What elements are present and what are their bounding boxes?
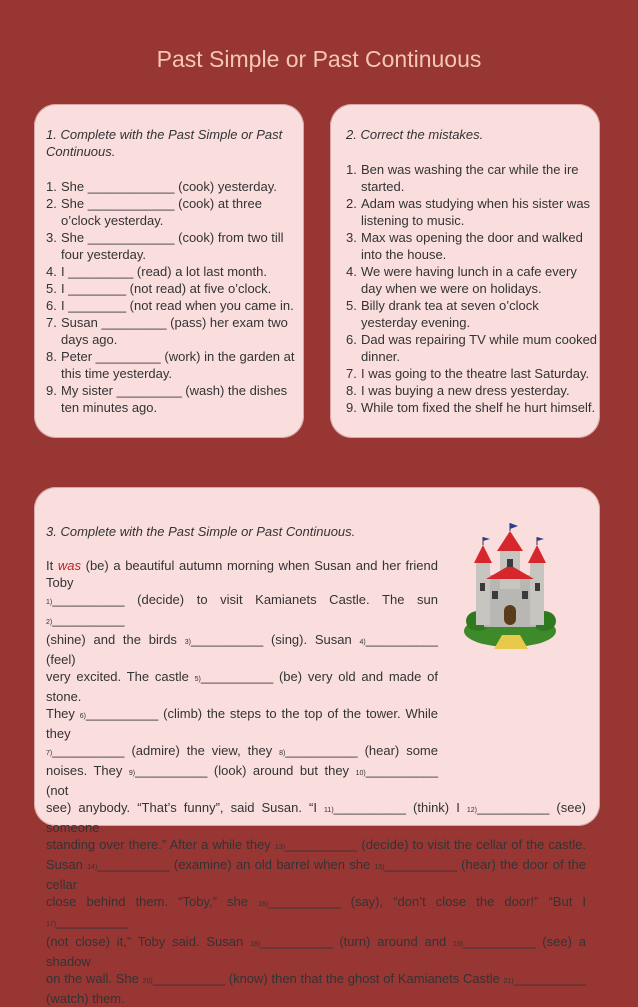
story-text: __________ (decide) to visit Kamianets Castle. The sun: [52, 592, 438, 607]
story-text: __________ (see) someone: [46, 800, 586, 835]
story-text: on the wall. She: [46, 971, 143, 986]
exercise-2-item-text: I was going to the theatre last Saturday.: [361, 366, 590, 381]
exercise-2-item-number: 1.: [346, 162, 357, 177]
story-text: __________ (look) around but they: [135, 763, 356, 778]
story-line: [46, 668, 438, 705]
story-text: __________ (hear) some: [285, 743, 438, 758]
exercise-1-item-number: 8.: [46, 349, 57, 364]
exercise-2-item-text: Max was opening the door and walked into the house.: [361, 230, 583, 262]
exercise-2-item: [346, 297, 598, 331]
example-answer: was: [57, 558, 81, 573]
exercise-1-item-text: I _________ (read) a lot last month.: [61, 264, 267, 279]
exercise-2-item-text: Billy drank tea at seven o’clock yesterday evening.: [361, 298, 539, 330]
story-line: [46, 742, 438, 762]
story-text: __________: [56, 914, 129, 929]
exercise-2-item-number: 4.: [346, 264, 357, 279]
gap-number: 14): [87, 864, 98, 871]
gap-number: 17): [46, 921, 57, 928]
exercise-2-card: [330, 104, 600, 438]
exercise-1-item: [46, 195, 301, 229]
story-text: __________: [513, 971, 586, 986]
story-text: (be) a beautiful autumn morning when Susan and her friend Toby: [46, 558, 438, 590]
story-text: close behind them. “Toby,” she: [46, 894, 259, 909]
story-text: __________ (hear) the door of the cellar: [46, 857, 586, 892]
exercise-1-item: [46, 297, 301, 314]
exercise-1-item-number: 5.: [46, 281, 57, 296]
exercise-2-item: [346, 365, 598, 382]
exercise-2-item: [346, 161, 598, 195]
story-line: [46, 836, 586, 856]
gap-number: 9): [128, 770, 136, 777]
story-text: Susan: [46, 857, 88, 872]
exercise-2-item: [346, 399, 598, 416]
story-text: __________ (decide) to visit the cellar of the castle.: [285, 837, 586, 852]
exercise-1-item-number: 4.: [46, 264, 57, 279]
exercise-2-item-text: Adam was studying when his sister was listening to music.: [361, 196, 591, 228]
exercise-1-item: [46, 280, 301, 297]
story-text: It: [46, 558, 58, 573]
gap-number: 4): [359, 639, 366, 646]
exercise-1-item-text: She ____________ (cook) from two till four yesterday.: [61, 230, 284, 262]
exercise-1-item: [46, 229, 301, 263]
story-text: __________ (be) very old and made of stone.: [46, 669, 439, 704]
exercise-1-item-text: She ____________ (cook) at three o’clock yesterday.: [61, 196, 262, 228]
exercise-1-item: [46, 263, 301, 280]
story-text: __________ (think) I: [333, 800, 467, 815]
story-line: [46, 705, 438, 742]
exercise-2-item-text: Dad was repairing TV while mum cooked dinner.: [361, 332, 598, 364]
exercise-1-item-text: I ________ (not read) at five o’clock.: [61, 281, 272, 296]
exercise-2-item: [346, 331, 598, 365]
exercise-2-item-number: 7.: [346, 366, 357, 381]
gap-number: 10): [355, 770, 366, 777]
page-title: Past Simple or Past Continuous: [156, 46, 482, 72]
gap-number: 13): [274, 844, 286, 851]
gap-number: 15): [374, 864, 385, 871]
exercise-2-item-number: 2.: [346, 196, 357, 211]
exercise-1-item-text: Peter _________ (work) in the garden at this time yesterday.: [61, 349, 295, 381]
story-text: __________ (know) then that the ghost of Kamianets Castle: [152, 971, 504, 986]
gap-number: 8): [279, 750, 286, 757]
exercise-2-list: [346, 161, 598, 416]
exercise-1-item-number: 2.: [46, 196, 57, 211]
story-text: __________ (climb) the steps to the top of the tower. While they: [46, 706, 438, 741]
castle-illustration: [462, 523, 558, 653]
story-line: [46, 799, 586, 836]
story-text: They: [46, 706, 80, 721]
story-text: (shine) and the birds: [46, 632, 185, 647]
gap-number: 1): [46, 599, 53, 606]
story-line: [46, 990, 586, 1007]
exercise-1-item-text: Susan _________ (pass) her exam two days ago.: [61, 315, 288, 347]
exercise-1-list: [46, 178, 301, 416]
gap-number: 5): [194, 676, 201, 683]
story-text: very excited. The castle: [46, 669, 195, 684]
gap-number: 2): [46, 619, 53, 626]
exercise-2-item: [346, 382, 598, 399]
exercise-1-item-number: 3.: [46, 230, 57, 245]
story-line: [46, 933, 586, 970]
exercise-1-item-text: My sister _________ (wash) the dishes ten minutes ago.: [61, 383, 288, 415]
exercise-2-item: [346, 229, 598, 263]
exercise-2-item-number: 5.: [346, 298, 357, 313]
exercise-1-item-text: I ________ (not read when you came in.: [61, 298, 294, 313]
gap-number: 16): [258, 901, 269, 908]
story-text: __________ (not: [46, 763, 438, 798]
story-text: __________ (sing). Susan: [190, 632, 360, 647]
exercise-2-item-number: 8.: [346, 383, 357, 398]
story-text: noises. They: [46, 763, 129, 778]
exercise-1-item-number: 9.: [46, 383, 57, 398]
exercise-1-item-number: 6.: [46, 298, 57, 313]
story-text: __________ (examine) an old barrel when she: [97, 857, 375, 872]
story-line: [46, 557, 438, 591]
exercise-2-item-text: Ben was washing the car while the ire started.: [361, 162, 579, 194]
story-text: see) anybody. “That’s funny”, said Susan. “I: [46, 800, 325, 815]
exercise-1-item: [46, 348, 301, 382]
story-line: [46, 591, 438, 631]
exercise-2-heading: 2. Correct the mistakes.: [346, 127, 484, 142]
gap-number: 3): [184, 639, 191, 646]
exercise-2-item-number: 3.: [346, 230, 357, 245]
exercise-1-item: [46, 178, 301, 195]
gap-number: 20): [142, 978, 153, 985]
exercise-1-heading: 1. Complete with the Past Simple or Past Continuous.: [46, 127, 283, 159]
exercise-1-item: [46, 314, 301, 348]
story-text: (watch) them.: [46, 991, 125, 1006]
exercise-2-item-text: While tom fixed the shelf he hurt himself.: [361, 400, 596, 415]
exercise-1-item-number: 7.: [46, 315, 57, 330]
exercise-3-card: [34, 487, 600, 1006]
exercise-2-item-text: We were having lunch in a cafe every day when we were on holidays.: [361, 264, 577, 296]
story-text: __________ (see) a shadow: [46, 934, 586, 969]
gap-number: 6): [79, 713, 86, 720]
story-text: __________: [52, 612, 125, 627]
story-text: __________ (say), “don’t close the door!” “But I: [268, 894, 587, 909]
exercise-1-item-text: She ____________ (cook) yesterday.: [61, 179, 277, 194]
exercise-1-card: [34, 104, 304, 438]
story-text: standing over there.” After a while they: [46, 837, 275, 852]
exercise-1-item: [46, 382, 301, 416]
gap-number: 19): [453, 941, 464, 948]
story-text: (not close) it,” Toby said. Susan: [46, 934, 251, 949]
gap-number: 7): [46, 750, 53, 757]
story-text: __________ (turn) around and: [260, 934, 454, 949]
gap-number: 18): [250, 941, 261, 948]
gap-number: 21): [503, 978, 514, 985]
exercise-2-item-number: 9.: [346, 400, 357, 415]
story-text: __________ (admire) the view, they: [52, 743, 280, 758]
exercise-3-heading: 3. Complete with the Past Simple or Past Continuous.: [46, 524, 356, 539]
exercise-2-item: [346, 263, 598, 297]
exercise-1-item-number: 1.: [46, 179, 57, 194]
story-line: [46, 762, 438, 799]
gap-number: 11): [324, 807, 334, 814]
story-line: [46, 856, 586, 893]
gap-number: 12): [466, 807, 478, 814]
story-line: [46, 631, 438, 668]
story-line: [46, 893, 586, 933]
story-text: __________ (feel): [46, 632, 438, 667]
exercise-2-item-number: 6.: [346, 332, 357, 347]
exercise-2-item-text: I was buying a new dress yesterday.: [361, 383, 570, 398]
story-line: [46, 970, 586, 990]
exercise-2-item: [346, 195, 598, 229]
